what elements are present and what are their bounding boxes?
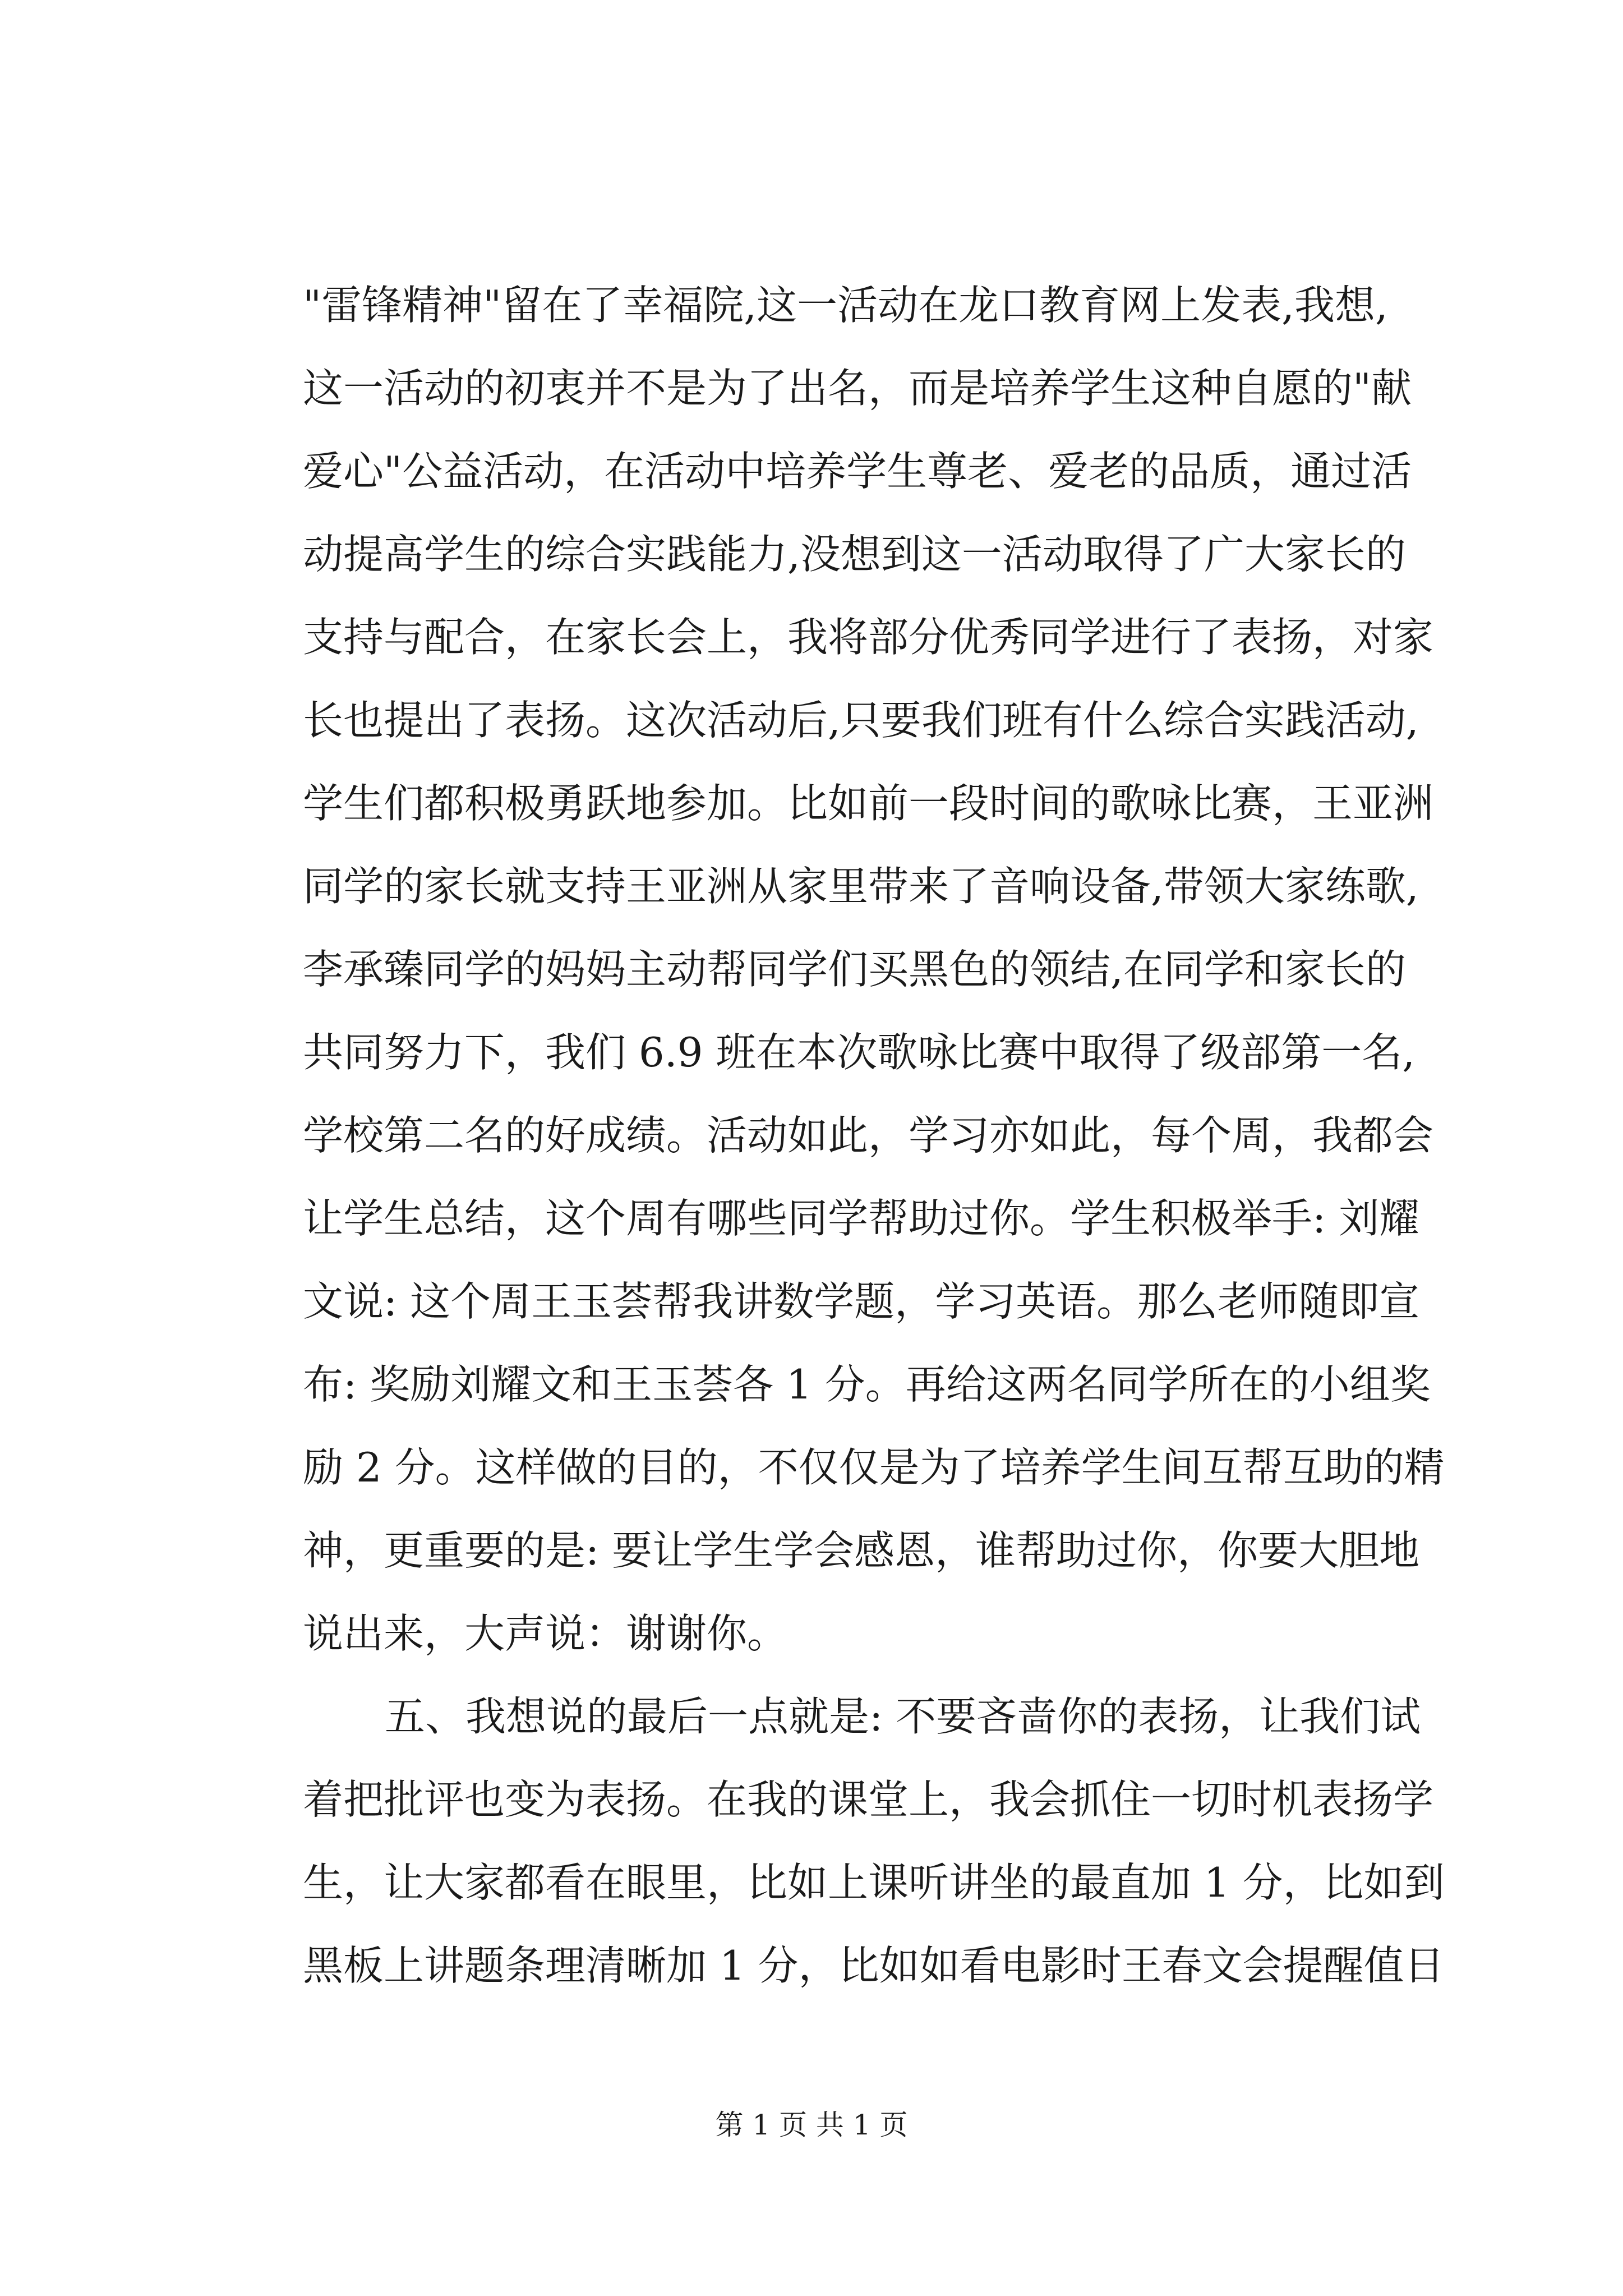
- text-line: 黑板上讲题条理清晰加 1 分，比如如看电影时王春文会提醒值日: [303, 1942, 1445, 1989]
- text-line: 让学生总结，这个周有哪些同学帮助过你。学生积极举手: 刘耀: [303, 1195, 1420, 1242]
- text-line: 动提高学生的综合实践能力,没想到这一活动取得了广大家长的: [303, 531, 1406, 578]
- text-line: 共同努力下，我们 6.9 班在本次歌咏比赛中取得了级部第一名,: [303, 1029, 1415, 1076]
- text-line: 学校第二名的好成绩。活动如此，学习亦如此，每个周，我都会: [303, 1112, 1434, 1159]
- text-line: 说出来，大声说：谢谢你。: [303, 1610, 788, 1657]
- text-line: "雷锋精神"留在了幸福院,这一活动在龙口教育网上发表,我想,: [303, 282, 1388, 329]
- page-number-label: 第 1 页 共 1 页: [715, 2109, 908, 2141]
- text-line: 励 2 分。这样做的目的，不仅仅是为了培养学生间互帮互助的精: [303, 1444, 1445, 1491]
- text-line: 神，更重要的是: 要让学生学会感恩，谁帮助过你，你要大胆地: [303, 1527, 1420, 1574]
- paragraph-start-line: 五、我想说的最后一点就是: 不要吝啬你的表扬，让我们试: [385, 1693, 1421, 1740]
- text-line: 着把批评也变为表扬。在我的课堂上，我会抓住一切时机表扬学: [303, 1776, 1434, 1823]
- text-line: 生，让大家都看在眼里，比如上课听讲坐的最直加 1 分，比如到: [303, 1859, 1445, 1906]
- text-line: 布: 奖励刘耀文和王玉荟各 1 分。再给这两名同学所在的小组奖: [303, 1361, 1431, 1408]
- text-line: 文说: 这个周王玉荟帮我讲数学题，学习英语。那么老师随即宣: [303, 1278, 1420, 1325]
- text-line: 学生们都积极勇跃地参加。比如前一段时间的歌咏比赛，王亚洲: [303, 780, 1434, 827]
- text-line: 支持与配合，在家长会上，我将部分优秀同学进行了表扬，对家: [303, 614, 1434, 661]
- page-footer: [0, 2108, 1623, 2142]
- text-line: 李承臻同学的妈妈主动帮同学们买黑色的领结,在同学和家长的: [303, 946, 1406, 993]
- text-line: 同学的家长就支持王亚洲从家里带来了音响设备,带领大家练歌,: [303, 863, 1419, 910]
- text-line: 这一活动的初衷并不是为了出名，而是培养学生这种自愿的"献: [303, 365, 1412, 412]
- text-line: 长也提出了表扬。这次活动后,只要我们班有什么综合实践活动,: [303, 697, 1419, 744]
- document-body: [303, 264, 1445, 2007]
- text-line: 爱心"公益活动，在活动中培养学生尊老、爱老的品质，通过活: [303, 448, 1412, 495]
